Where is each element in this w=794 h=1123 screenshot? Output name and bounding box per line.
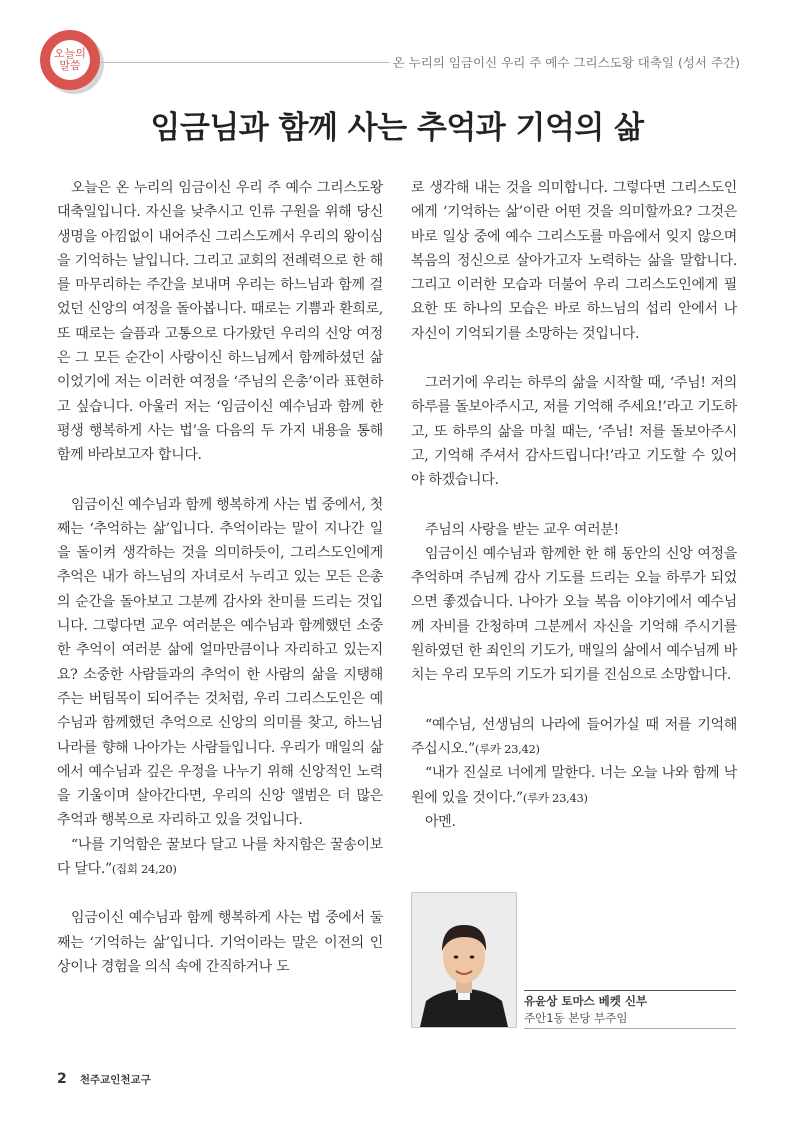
author-divider-bottom	[524, 1028, 736, 1029]
header-divider	[100, 62, 390, 63]
section-badge	[40, 30, 100, 90]
page-number: 2	[57, 1071, 67, 1087]
paragraph-gap	[411, 688, 737, 713]
scripture-quote-luke-43	[411, 761, 737, 810]
quote-text: “내가 진실로 너에게 말한다. 너는 오늘 나와 함께 낙원에 있을 것이다.”	[411, 765, 737, 806]
badge-line-2: 말씀	[59, 59, 81, 72]
badge-line-1: 오늘의	[54, 47, 86, 60]
paragraph-closing: 임금이신 예수님과 함께한 한 해 동안의 신앙 여정을 추억하며 주님께 감사 기도를 드리는 오늘 하루가 되었으면 좋겠습니다. 나아가 오늘 복음 이야기에서 예수님께 자비를 간청하며 그분께서 자신을 기억해 주시기를 원하였던 한 죄인의 기도가, 매일의 삶에서 예수님께 바치는 우리 모두의 기도가 되기를 진심으로 소망합니다.	[411, 545, 737, 684]
paragraph-greeting: 주님의 사랑을 받는 교우 여러분!	[425, 521, 619, 538]
quote-text: “나를 기억함은 꿀보다 달고 나를 차지함은 꿀송이보다 달다.”	[57, 836, 383, 878]
paragraph-intro: 오늘은 온 누리의 임금이신 우리 주 예수 그리스도왕 대축일입니다. 자신을 낮추시고 인류 구원을 위해 당신 생명을 아낌없이 내어주신 그리스도께서 우리의 왕이심을 기억하는 날입니다. 그리고 교회의 전례력으로 한 해를 마무리하는 주간을 보내며 우리는 하느님과 함께 걸었던 신앙의 여정을 돌아봅니다. 때로는 기쁨과 환희로, 또 때로는 슬픔과 고통으로 다가왔던 우리의 신앙 여정은 그 모든 순간이 사랑이신 하느님께서 함께하셨던 삶이었기에 저는 이러한 여정을 ‘주님의 은총’이라 표현하고 싶습니다. 아울러 저는 ‘임금이신 예수님과 함께 한평생 행복하게 사는 법’을 다음의 두 가지 내용을 통해 함께 바라보고자 합니다.	[57, 180, 383, 464]
priest-portrait-image	[412, 893, 516, 1027]
paragraph-gap	[411, 346, 737, 371]
paragraph-continued: 로 생각해 내는 것을 의미합니다. 그렇다면 그리스도인에게 ‘기억하는 삶’이란 어떤 것을 의미할까요? 그것은 바로 일상 중에 예수 그리스도를 마음에서 잊지 않으며 복음의 정신으로 살아가고자 노력하는 삶을 말합니다. 그리고 이러한 모습과 더불어 우리 그리스도인에게 필요한 또 하나의 모습은 바로 하느님의 섭리 안에서 나 자신이 기억되기를 소망하는 것입니다.	[411, 180, 737, 342]
amen-text: 아멘.	[425, 813, 456, 830]
liturgy-subtitle: 온 누리의 임금이신 우리 주 예수 그리스도왕 대축일 (성서 주간)	[392, 55, 740, 70]
quote-reference: (집회 24,20)	[111, 862, 177, 877]
paragraph-second-way: 임금이신 예수님과 함께 행복하게 사는 법 중에서 둘째는 ‘기억하는 삶’입니다. 기억이라는 말은 이전의 인상이나 경험을 의식 속에 간직하거나 도	[57, 910, 383, 975]
article-title: 임금님과 함께 사는 추억과 기억의 삶	[150, 110, 644, 146]
right-column	[411, 176, 737, 834]
author-name: 유윤상 토마스 베켓 신부	[524, 994, 648, 1008]
paragraph-first-way: 임금이신 예수님과 함께 행복하게 사는 법 중에서, 첫째는 ‘추억하는 삶’입니다. 추억이라는 말이 지나간 일을 돌이켜 생각하는 것을 의미하듯이, 그리스도인에게 추억은 내가 하느님의 자녀로서 누리고 있는 모든 은총의 순간을 돌아보고 그분께 감사와 찬미를 드리는 것입니다. 그렇다면 교우 여러분은 예수님과 함께했던 소중한 추억이 여러분 삶에 얼마만큼이나 자리하고 있는지요? 소중한 사람들과의 추억이 한 사람의 삶을 지탱해주는 버팀목이 되어주는 것처럼, 우리 그리스도인은 예수님과 함께했던 추억으로 신앙의 의미를 찾고, 하느님 나라를 향해 나아가는 사람들입니다. 우리가 매일의 삶에서 예수님과 깊은 우정을 나누기 위해 신앙적인 노력을 기울이며 살아간다면, 우리의 신앙 앨범은 더 많은 추억과 행복으로 자리하고 있을 것입니다.	[57, 496, 383, 829]
left-column	[57, 176, 383, 979]
paragraph-gap	[411, 493, 737, 518]
paragraph-gap	[57, 881, 383, 906]
paragraph-gap	[57, 468, 383, 493]
quote-reference: (루카 23,42)	[474, 741, 540, 756]
publication-name: 천주교인천교구	[79, 1074, 151, 1086]
author-photo	[411, 892, 517, 1028]
author-divider	[524, 990, 736, 991]
page-footer	[57, 1068, 151, 1087]
paragraph-prayer: 그러기에 우리는 하루의 삶을 시작할 때, ‘주님! 저의 하루를 돌보아주시고, 저를 기억해 주세요!’라고 기도하고, 또 하루의 삶을 마칠 때는, ‘주님! 저를 돌보아주시고, 기억해 주셔서 감사드립니다!’라고 기도할 수 있어야 하겠습니다.	[411, 375, 737, 489]
section-badge-label	[50, 40, 90, 80]
quote-text: “예수님, 선생님의 나라에 들어가실 때 저를 기억해 주십시오.”	[411, 716, 737, 757]
quote-reference: (루카 23,43)	[522, 790, 588, 805]
scripture-quote-sirach	[57, 833, 383, 882]
scripture-quote-luke-42	[411, 713, 737, 762]
page-header	[0, 0, 794, 110]
author-role: 주안1동 본당 부주임	[524, 1011, 628, 1025]
